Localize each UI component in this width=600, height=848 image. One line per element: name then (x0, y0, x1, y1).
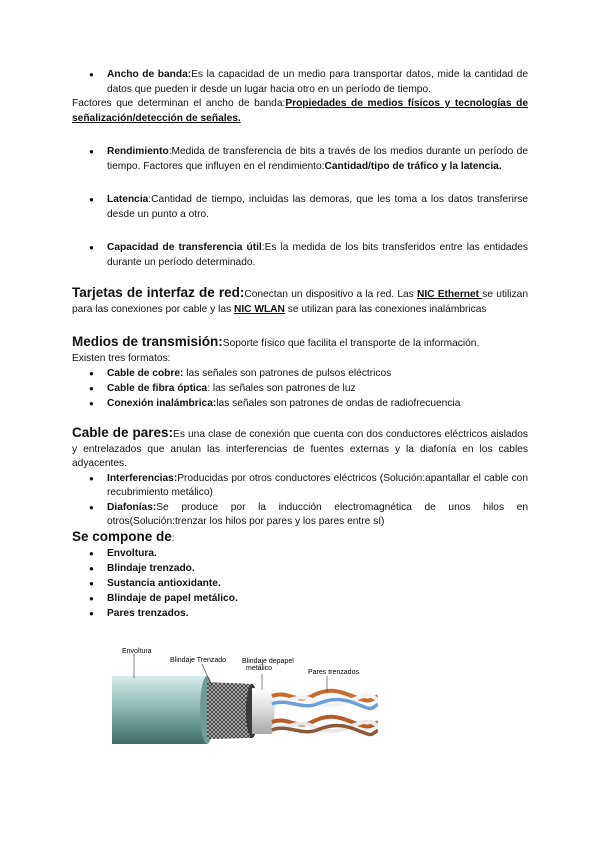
jacket-shape (112, 676, 212, 744)
definition: :Cantidad de tiempo, incluidas las demoras, que les toma a los datos transferirse desde un punto a otro. (107, 194, 528, 220)
term: Cable de cobre: (107, 368, 184, 379)
section-heading: Se compone de (72, 528, 172, 544)
list-item (72, 591, 528, 606)
twisted-pair-list (72, 472, 528, 530)
term: Conexión inalámbrica: (107, 398, 217, 409)
list-item (72, 396, 528, 411)
term: Cable de fibra óptica (107, 383, 208, 394)
underlined-term: Propiedades de medios físicos y tecnologías de señalización/detección de señales. (72, 98, 528, 124)
label-pares-trenzados: Pares trenzados (308, 669, 359, 676)
component: Sustancia antioxidante. (107, 578, 221, 589)
colon: : (171, 532, 175, 544)
media-section (72, 335, 528, 411)
term: Ancho de banda: (107, 69, 192, 80)
term: Latencia (107, 194, 149, 205)
definition: las señales son patrones de pulsos eléctricos (183, 368, 392, 379)
section-heading: Medios de transmisión: (72, 334, 223, 349)
term: Capacidad de transferencia útil (107, 242, 262, 253)
component: Pares trenzados. (107, 608, 189, 619)
list-item (72, 145, 528, 174)
term: Rendimiento (107, 146, 169, 157)
components-list (72, 546, 528, 621)
twisted-pairs (272, 691, 378, 735)
media-list (72, 366, 528, 411)
document-body (72, 68, 528, 621)
twisted-pair-section (72, 426, 528, 530)
definition: :Medida de transferencia de bits a través de los medios durante un período de tiempo. Factores que influyen en el rendimiento: (107, 146, 528, 172)
list-item (72, 606, 528, 621)
twisted-pair-cable-figure (112, 646, 378, 756)
definition: las señales son patrones de ondas de radiofrecuencia (216, 398, 461, 409)
text: Conectan un dispositivo a la red. Las (244, 289, 417, 300)
nic-paragraph (72, 286, 528, 317)
component: Blindaje trenzado. (107, 563, 195, 574)
intro-text: Existen tres formatos: (72, 352, 171, 364)
section-heading: Cable de pares: (72, 425, 174, 440)
term: Interferencias: (107, 472, 178, 484)
component: Blindaje de papel metálico. (107, 593, 238, 604)
list-item (72, 381, 528, 396)
goodput-list (72, 241, 528, 270)
label-metalico: metálico (246, 665, 273, 672)
underlined-term: NIC Ethernet (416, 289, 483, 300)
throughput-list (72, 145, 528, 174)
label-envoltura: Envoltura (122, 648, 152, 655)
list-item (72, 366, 528, 381)
text: se utilizan para las conexiones inalámbricas (284, 303, 487, 315)
definition: :Es la medida de los bits transferidos entre las entidades durante un período determinado. (107, 242, 528, 268)
definition: Es la capacidad de un medio para transportar datos, mide la cantidad de datos que pueden ir desde un lugar hacia otro en un período de tiempo. (107, 69, 529, 95)
label-blindaje-trenzado: Blindaje Trenzado (170, 657, 227, 664)
definition: Se produce por la inducción electromagnética de unos hilos en otros(Solución:trenzar los hilos por pares y los pares entre sí) (107, 501, 528, 527)
cable-illustration (112, 646, 378, 756)
underlined-term: NIC WLAN (233, 303, 285, 315)
text: Factores que determinan el ancho de banda: (72, 98, 286, 109)
list-item (72, 472, 528, 501)
text: Es una clase de conexión que cuenta con dos conductores eléctricos aislados y entrelazados que anulan las interferencias de fuentes externas y la diafonía en los cables adyacentes. (72, 429, 528, 469)
list-item (72, 501, 528, 530)
list-item (72, 561, 528, 576)
factores-paragraph (72, 97, 528, 126)
definition: : las señales son patrones de luz (207, 383, 356, 394)
bold-text: Cantidad/tipo de tráfico y la latencia. (324, 160, 502, 172)
list-item (72, 546, 528, 561)
section-heading: Tarjetas de interfaz de red: (72, 285, 245, 300)
list-item (72, 576, 528, 591)
definition: Producidas por otros conductores eléctricos (Solución:apantallar el cable con recubrimiento metálico) (107, 472, 528, 498)
latency-list (72, 193, 528, 222)
component: Envoltura. (107, 548, 157, 559)
text: se utilizan para las conexiones por cable y las (72, 289, 528, 315)
text: Soporte físico que facilita el transporte de la información. (222, 338, 480, 349)
list-item (72, 193, 528, 222)
list-item (72, 68, 528, 97)
list-item (72, 241, 528, 270)
term: Diafonías: (107, 501, 157, 513)
label-blindaje-papel: Blindaje depapel (242, 658, 294, 665)
components-section (72, 530, 528, 622)
bandwidth-list (72, 68, 528, 97)
foil-shape (252, 688, 275, 734)
